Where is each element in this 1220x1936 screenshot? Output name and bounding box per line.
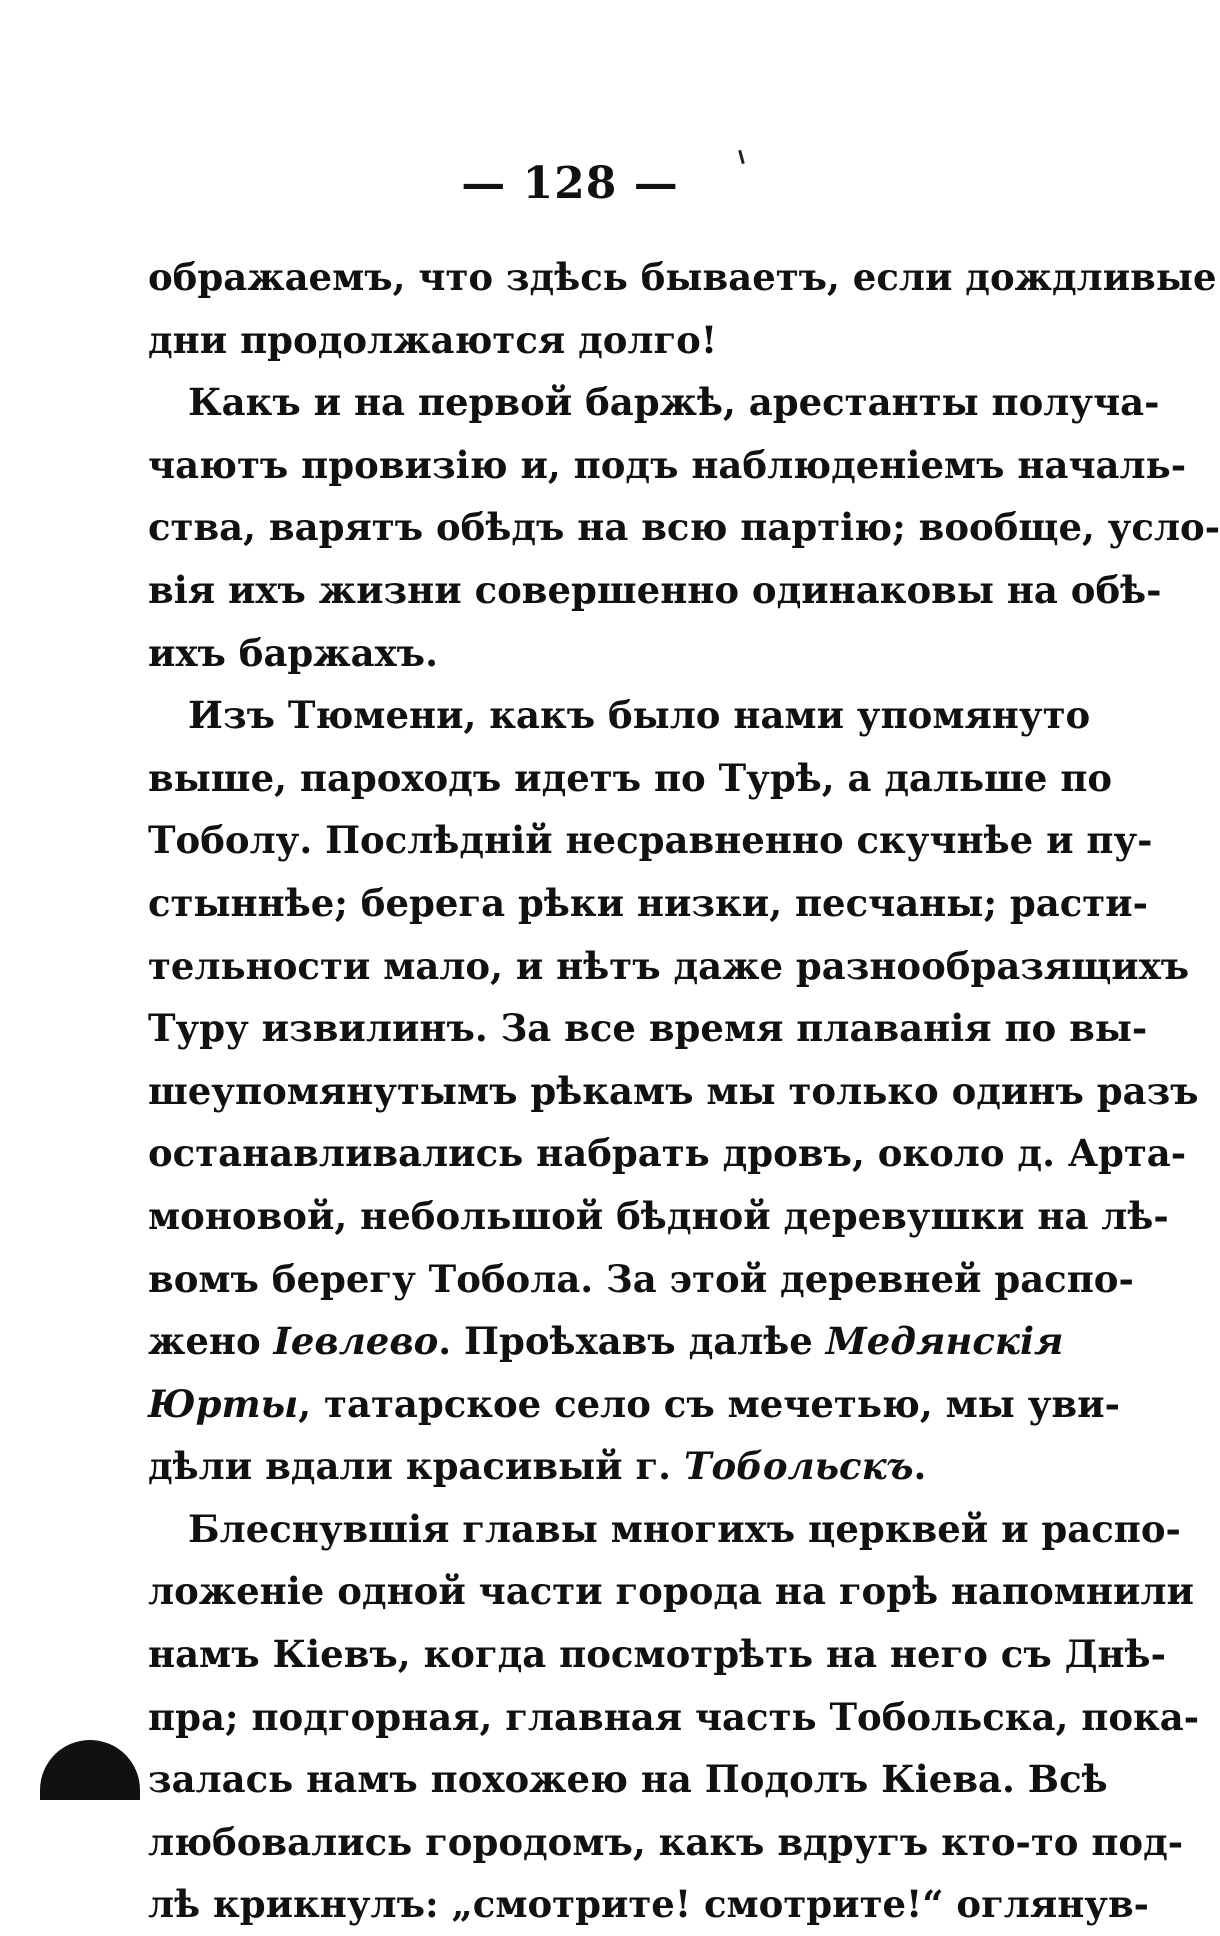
text-line: Блеснувшія главы многихъ церквей и распо- bbox=[188, 1506, 1181, 1551]
text-line: ображаемъ, что здѣсь бываетъ, если дождливые bbox=[148, 255, 1217, 299]
text-line: тельности мало, и нѣтъ даже разнообразящихъ bbox=[148, 943, 1190, 988]
text-line: намъ Кіевъ, когда посмотрѣть на него съ Днѣ- bbox=[148, 1632, 1166, 1677]
text-line: вомъ берегу Тобола. За этой деревней распо- bbox=[148, 1256, 1134, 1301]
text-line: Тоболу. Послѣдній несравненно скучнѣе и пу- bbox=[148, 818, 1153, 863]
text-line: чаютъ провизію и, подъ наблюденіемъ началь- bbox=[148, 442, 1187, 487]
text-line: лѣ крикнулъ: „смотрите! смотрите!“ оглянув- bbox=[148, 1882, 1150, 1927]
text-line: ихъ баржахъ. bbox=[148, 630, 438, 675]
text-line: моновой, небольшой бѣдной деревушки на лѣ- bbox=[148, 1193, 1169, 1238]
italic-place-name: Медянскія bbox=[825, 1319, 1064, 1364]
text-line: Изъ Тюмени, какъ было нами упомянуто bbox=[188, 693, 1091, 738]
text-line: ложеніе одной части города на горѣ напомнили bbox=[148, 1569, 1194, 1614]
text-line: стыннѣе; берега рѣки низки, песчаны; расти- bbox=[148, 880, 1148, 925]
text-line: залась намъ похожею на Подолъ Кіева. Всѣ bbox=[148, 1757, 1108, 1802]
italic-place-name: Юрты bbox=[148, 1381, 299, 1426]
text-line: пра; подгорная, главная часть Тобольска, пока- bbox=[148, 1694, 1200, 1739]
text-line: Юрты, татарское село съ мечетью, мы уви- bbox=[148, 1381, 1120, 1426]
body-text bbox=[148, 246, 1220, 1936]
corner-ink-mark bbox=[40, 1740, 140, 1800]
text-line: шеупомянутымъ рѣкамъ мы только одинъ разъ bbox=[148, 1068, 1199, 1113]
text-line: Какъ и на первой баржѣ, арестанты получа- bbox=[188, 380, 1160, 425]
text-line: дѣли вдали красивый г. Тобольскъ. bbox=[148, 1444, 927, 1489]
page-number: — 128 — bbox=[461, 158, 679, 209]
italic-place-name: Іевлево bbox=[273, 1319, 439, 1364]
text-line: любовались городомъ, какъ вдругъ кто-то под- bbox=[148, 1819, 1184, 1864]
text-line: вія ихъ жизни совершенно одинаковы на обѣ- bbox=[148, 567, 1162, 612]
text-line: Туру извилинъ. За все время плаванія по вы- bbox=[148, 1006, 1148, 1051]
text-line: выше, пароходъ идетъ по Турѣ, а дальше по bbox=[148, 755, 1113, 800]
italic-place-name: Тобольскъ bbox=[683, 1444, 914, 1489]
text-line: останавливались набрать дровъ, около д. Арта- bbox=[148, 1131, 1187, 1176]
text-line: жено Іевлево. Проѣхавъ далѣе Медянскія bbox=[148, 1319, 1064, 1364]
text-line: ства, варятъ обѣдъ на всю партію; вообще, усло- bbox=[148, 505, 1220, 550]
text-line: дни продолжаются долго! bbox=[148, 317, 718, 362]
